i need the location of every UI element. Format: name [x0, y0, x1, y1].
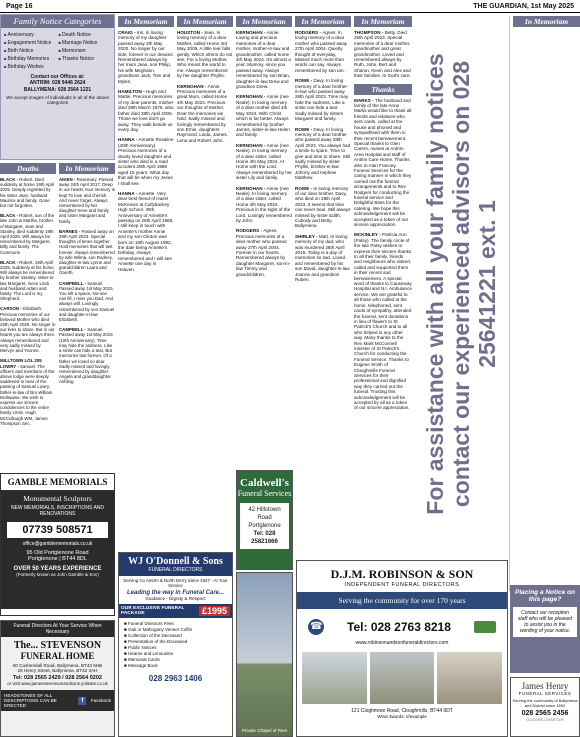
stevenson-addr2: 26 Henry Street, Ballymena, BT42 3AH: [17, 668, 98, 673]
deaths-column: [0, 163, 56, 487]
memoriam-heading-6: In Memoriam: [354, 16, 412, 27]
placing-notice-box: [510, 585, 580, 673]
ballymena-phone: BALLYMENA: 028 2564 1221: [23, 86, 92, 93]
memoriam-heading-3: In Memoriam: [177, 16, 233, 27]
package-item: ■ Hearse and Limousine: [124, 651, 173, 656]
notice-item: KERNOHAN - Annie. Loving and precious memories of a dear mother, mother-in-law and grandmother, called home 4th May 2024. It's almost a year, Mummy, since you passed away. Always remembered by son Brian, daughter-in-law Drew and grandson Drew.: [236, 30, 291, 90]
odonnell-name: WJ O'Donnell & Sons: [128, 556, 223, 567]
caldwell-addr2: Portglenone: [248, 523, 281, 529]
odonnell-price: £1995: [199, 606, 230, 616]
caldwell-sub: Funeral Services: [237, 489, 292, 498]
gamble-name: GAMBLE MEMORIALS: [1, 474, 114, 491]
contact-label: Contact our Offices at:: [30, 74, 85, 80]
paper-name: THE GUARDIAN, 1st May 2025: [473, 2, 574, 10]
accept-note: We accept images of individuals in all of the above categories: [6, 94, 109, 106]
memoriam-heading-2: In Memoriam: [118, 16, 174, 27]
antrim-phone: ANTRIM: 028 9446 2624: [29, 80, 86, 87]
notice-item: ROWE - Davy. In loving memory of a dear brother who passed away 28th April 2023. You always had a smile to spare, Time to give and time to share. Still sadly missed by sister Phyllis, brother-in-law Johnny and nephew Matthew.: [295, 126, 351, 181]
notice-item: KERNOHAN - Annie (nee Neale). In loving memory of a dear sister, called Home 4th May 2024. Precious in the sight of the Lord. Lovingly remembered by John.: [236, 185, 292, 223]
notice-item: BLACK - Robert, son of the late John & Martha, brother of Margaret, Jean and Stanley, died suddenly 19th April 2025. Will always be remembered by Margaret, Billy and family. The Commons: [0, 213, 55, 255]
family-notice-title: Family Notice Categories: [1, 15, 114, 28]
henry-sub: FUNERAL SERVICES: [518, 691, 572, 696]
package-item: ■ Memorial Cards: [124, 657, 160, 662]
memoriam-column-6: [354, 16, 412, 551]
notice-item: CRAIG - Iris. In loving memory of my daughter passed away 4th May 2003. No longer by our side, forever in our dreams. Remembered always by her mum Jean, son Philip, his wife Meghann, grandsons Jack, Tom and Myles.: [118, 30, 174, 84]
notice-item: KERNOHAN - Annie. Precious memories of a great Mum, called Home 4th May 2024. Precious our thoughts of Mother, Dear the memories we hold. Sadly missed and lovingly remembered by son Ernie, daughters Raymond, Linda, James, Lena and Robert John.: [177, 83, 228, 143]
package-item: ■ Message Book: [124, 663, 158, 668]
deaths-list: [0, 177, 56, 487]
notice-item: HAMILTON - Hugh and Mattie. Precious memories of my dear parents, mother died 28th March 1976, also father died 28th April 2006. Those we love don't go away, They walk beside us every day.: [118, 89, 174, 132]
package-item: ■ Funeral Directors Fees: [124, 621, 174, 626]
robinson-web: www.robinsonandsonfuneraldirectors.com: [355, 640, 449, 646]
category-item: ■ Birth Notice: [4, 47, 57, 55]
gamble-memorials-ad: [0, 473, 115, 616]
odonnell-items: [119, 618, 232, 672]
category-item: ■ Birthday Wishes: [4, 63, 57, 71]
caldwell-tel: Tel: 028 25821666: [251, 531, 278, 545]
memoriam-column-2: [118, 16, 174, 406]
notice-item: BLACK - Robert, 19th April 2025, suddenly at his home. Will always be remembered by brother Stanley, sister-in-law Margaret, niece Lindi and husband Adam and family. The Lord is my Shepherd.: [0, 259, 55, 302]
memoriam-column-3: [177, 16, 233, 378]
notice-item: MCKINLEY - Patricia Ann (Patsy). The family circle of the late Patsy wishes to express their sincere thanks to all their family, friends and neighbours who visited, called and supported them in their recent sad bereavement. A special word of thanks to Causeway Hospital and N.I. Ambulance service. We are grateful to all those who called at the home, telephoned, sent cards of sympathy, attended the funeral, sent donations in lieu of flowers to St Patrick's Church and to all who helped in any other way. Many thanks to the Rev Mark McConnell minister of St Patrick's Church for conducting the Funeral Service. Thanks to Eugene Smith of Cloughmills Funeral Services for their professional and dignified way they carried out the funeral. Trusting this acknowledgement will be accepted by all as a token of our sincere appreciation.: [354, 232, 412, 411]
stevenson-fb: Facebook: [90, 698, 111, 703]
package-item: ■ Oak or Mahogany Veneer Coffin: [124, 627, 193, 632]
category-item: ■ Birthday Memories: [4, 55, 57, 63]
stevenson-addr1: 50 Cushendall Road, Ballymena, BT43 6HB: [12, 663, 103, 668]
category-item: ■ Memoriam: [59, 47, 112, 55]
chapel-photo-2: [370, 652, 435, 704]
notice-item: HANNA - Annette. Very dear best friend of Hazel McKeown at Cullybackey High School. 40th Anniversary of Annette's passing on 29th April 1985. I still keep in touch with Annette's mother Annie and my son Clinton was born on 19th August 1992, the date being Annette's birthday. Always remembered and I will see Annette one day in Heaven.: [118, 190, 174, 272]
stevenson-ad: [0, 620, 115, 737]
notice-item: ROWE - Davy. In loving memory of a dear brother-in-law who passed away 28th April 2023. Time may hide the sadness, Like a smile can hide a tear. Sadly missed by sisters Margaret and family.: [295, 78, 349, 122]
page-header: [0, 0, 580, 13]
gamble-sub1: Monumental Sculptors: [23, 494, 92, 503]
memoriam-heading-5: In Memoriam: [295, 16, 351, 27]
caldwell-ad: [236, 470, 293, 570]
gamble-sub2: NEW MEMORIALS, INSCRIPTIONS AND RENOVATIONS: [10, 505, 105, 517]
notice-item: MILLTOWN LOL 205 LOWRY - Samuel. The officers and members of the above lodge were deeply saddened to hear of the passing of Samuel Lowry, father-in-law of Bro William McIlwaine. We wish to express our sincere condolences to the entire family circle. Hugh McCullough WM, James Thompson Sec.: [0, 358, 55, 426]
robinson-ad: [296, 560, 508, 737]
henry-foot: GOLDEN CHARTER: [526, 717, 564, 722]
stevenson-web: or visit www.jamesstevensonandsons.yolasite.co.uk: [7, 681, 108, 686]
memoriam-list-3: [177, 30, 233, 143]
notice-item: KERNOHAN - Annie (nee Neale). In loving memory of a dear sister, called Home 4th May 2024. At Home with the Lord. Always remembered by her sister Lily and family.: [236, 142, 292, 181]
memoriam-list-5: [295, 30, 351, 282]
notice-item: SHIRLEY - Matt. In loving memory of my dad, who was murdered 28th April 2015. Today is a day of memories so sad. Loved and remembered by his son David, daughter-in-law Joanne and grandson Ruben.: [295, 233, 350, 283]
memoriam-column-1: [59, 163, 115, 487]
henry-name: James Henry: [521, 681, 569, 691]
caldwell-addr1: 42 Hillstown Road: [248, 507, 281, 521]
memoriam-heading-4: In Memoriam: [236, 16, 292, 27]
odonnell-serving: Serving Co Antrim & North Derry Since 1947 - At Your Service: [123, 578, 228, 588]
category-item: ■ Thanks Notice: [59, 55, 112, 63]
caldwell-name: Caldwell's: [240, 477, 289, 489]
page-number: Page 16: [6, 2, 33, 10]
chapel-photo-3: [437, 652, 502, 704]
contact-block: [4, 74, 111, 93]
henry-ad: [510, 677, 580, 737]
notice-item: CARSON - Elizabeth. Precious memories of our beloved Mother who died 25th April 2025. No longer in our lives to share, But in our hearts you are always there. Always remembered and very sadly missed by Mervyn and Yvonne.: [0, 306, 56, 354]
memoriam-column-5: [295, 16, 351, 486]
robinson-tel: Tel: 028 2763 8218: [347, 620, 451, 634]
notice-item: CAMPBELL - Samuel. Passed away 1st May 2015 (10th Anniversary). Time may hide the sadness, Like a smile can hide a tear, But memories last forever, Of a father we loved so dear. Sadly missed and lovingly remembered by daughter Angela and granddaughter Ashling.: [59, 327, 113, 385]
family-notice-box: [0, 14, 115, 160]
category-item: ■ Anniversary: [4, 31, 57, 39]
vertical-advert-text: For assistance with all your family notices contact our experienced advisors on 028 25641221 ext. 1: [422, 53, 500, 515]
robinson-serving: Serving the community for over 170 years: [297, 592, 507, 609]
category-item: ■ Engagement Notice: [4, 39, 57, 47]
notice-item: KERNOHAN - Annie (nee Neale). In loving memory of a dear mother died 4th May 2024. With Christ which is far better. Always remembered by brother James, sister-in-law Helen and family.: [236, 94, 290, 138]
placing-title: Placing a Notice on this page?: [515, 589, 575, 603]
notice-item: THOMPSON - Betty. Died 25th April 2023. Special memories of a dear mother, grandmother and great grandmother. Loved and remembered always by Ruth, John, Bert and Sharon, Kevin and Alex and their families. In God's care.: [354, 30, 411, 79]
stevenson-home: FUNERAL HOME: [20, 651, 95, 661]
memoriam-list-6: [354, 30, 412, 79]
caldwell-foot: Private Chapel of Rest: [241, 728, 288, 733]
thanks-list: [354, 98, 412, 411]
odonnell-values: Guidance - Dignity & Respect: [145, 596, 206, 601]
memoriam-list-2: [118, 30, 174, 272]
notice-item: AIKEN - Rosemary. Passed away 24th April 2017. Deep in our hearts Your memory is kept To love and cherish And never forget. Always remembered by her daughter Irene and family and sister Margaret and family.: [59, 177, 115, 224]
robinson-sub: INDEPENDENT FUNERAL DIRECTORS: [344, 582, 460, 588]
odonnell-leading: Leading the way in Funeral Care...: [126, 590, 225, 596]
robinson-name: D.J.M. ROBINSON & SON: [330, 567, 474, 581]
odonnell-ad: [118, 552, 233, 737]
henry-serving: Serving the community of Ballymena and District since 1892: [512, 698, 578, 708]
category-list: [4, 31, 111, 71]
vertical-advert: [415, 16, 507, 551]
stevenson-tel: Tel: 028 2565 2429 / 028 2564 0202: [13, 675, 102, 681]
gamble-formerly: (Formerly known as John Gamble & Son): [16, 572, 99, 577]
gamble-addr2: Portglenone | BT44 8DL: [28, 556, 87, 562]
odonnell-package-label: OUR EXCLUSIVE FUNERAL PACKAGE: [121, 606, 185, 616]
memoriam-list-1: [59, 177, 115, 487]
right-strip: [509, 16, 580, 591]
robinson-what: What 3words: ///example: [377, 714, 427, 719]
eco-logo-icon: [474, 621, 496, 633]
notice-item: MARKS - The husband and family of the late Anne Marks would like to thank all friends and relatives who sent cards, called at the house and phoned and sympathised with them in their recent bereavement. Special thanks to Glen Carers, nurses at Antrim Area Hospital and staff of Antrim Care Home. Thanks also to Alan Francey, Funeral Services for the caring manner in which they carried out the funeral arrangements and to Rev Rodgers for conducting the funeral service and Delightful Bites for the catering. We hope this acknowledgement will be accepted as a token of our sincere appreciation.: [354, 97, 412, 227]
notice-item: HANNA - Annette Rosaline (40th Anniversary). Precious memories of a dearly loved daughter and sister who died in a road accident 29th April 1985 aged 15 years. What day that will be when my Jesus I shall see.: [118, 137, 174, 186]
facebook-icon: f: [78, 697, 86, 705]
package-item: ■ Collection of the Deceased: [124, 633, 182, 638]
left-column: [0, 14, 115, 487]
notice-item: CAMPBELL - Samuel. Passed away 1st May 2015. You left a space, No-one can fill, I miss you Dad, And always will. Lovingly remembered by son Samuel and daughter-in-law Elizabeth.: [59, 280, 115, 323]
stevenson-banner: Funeral Directors At Your Service When Necessary: [1, 621, 114, 637]
stevenson-heads: HEADSTONES OF ALL DESCRIPTIONS CAN BE ERECTED: [4, 693, 57, 708]
chapel-photo-1: [302, 652, 367, 704]
notice-item: RODGERS - Agnes. Precious memories of a dear mother who passed away 27th April 2004. Forever in our hearts. Remembered always by daughter Margaret, son-in-law Timmy and grandchildren.: [236, 228, 291, 277]
memoriam-column-4: [236, 16, 292, 486]
memoriam-list-4: [236, 30, 292, 277]
category-item: ■ Death Notice: [59, 31, 112, 39]
robinson-addr: 121 Cloghmore Road, Cloughmills, BT44 9DT: [351, 708, 453, 714]
odonnell-sub: FUNERAL DIRECTORS: [148, 567, 203, 573]
notice-item: BARNES - Passed away on 28th April 2023. Special thoughts of times together, Hold memories that will last forever. Always remembered by wife Wilma, son Rodney, daughter-in-law Lynne and grandchildren Laura and Gareth.: [59, 228, 115, 276]
placing-text: Contact our reception staff who will be pleased to assist you in the wording of your notice.: [513, 607, 577, 637]
gamble-phone: 07739 508571: [7, 522, 108, 538]
gamble-email: office@gamblememorials.co.uk: [22, 541, 93, 547]
odonnell-phone: 028 2963 1406: [148, 674, 203, 683]
memoriam-heading-7: In Memoriam: [513, 16, 580, 27]
stevenson-name: The... STEVENSON: [13, 640, 102, 651]
notice-item: HOUSTON - Jean. In loving memory of a dear Mother, called Home 3rd May 2005. A little tear falls gently, Which others do not see, For a loving Mother, Who meant the world to me. Always remembered by her daughter Phyllis.: [177, 30, 233, 79]
memoriam-heading-1: In Memoriam: [59, 163, 115, 174]
henry-tel: 028 2565 2456: [521, 710, 569, 717]
gamble-experience: OVER 50 YEARS EXPERIENCE: [13, 566, 102, 572]
notice-item: BLACK - Robert. Died suddenly at home 19th April 2025. Deeply regretted by his sister Jean, husband Maurice and family. Gone but not forgotten.: [0, 177, 55, 209]
package-item: ■ Presentation of the Deceased: [124, 639, 188, 644]
notice-item: ROWE - In loving memory of our dear brother, Davy, who died on 28th April 2023. It seems that time can never heal. Still always missed by sister Edith, Cubody and Betty, Ballymena.: [295, 185, 351, 229]
package-item: ■ Public Notices: [124, 645, 157, 650]
notice-item: RODGERS - Agnes. In loving memory of a dear mother who passed away 27th April 2004. Quietly thought of everyday, Missed much more than words can say. Always remembered by son Ian.: [295, 30, 348, 73]
thanks-heading: Thanks: [354, 84, 412, 95]
gamble-addr1: 95 Old Portglenone Road: [26, 550, 89, 556]
deaths-heading: Deaths: [0, 163, 56, 174]
category-item: ■ Marriage Notice: [59, 39, 112, 47]
phone-icon: ☎: [308, 619, 324, 635]
caldwell-photo: [236, 572, 293, 737]
